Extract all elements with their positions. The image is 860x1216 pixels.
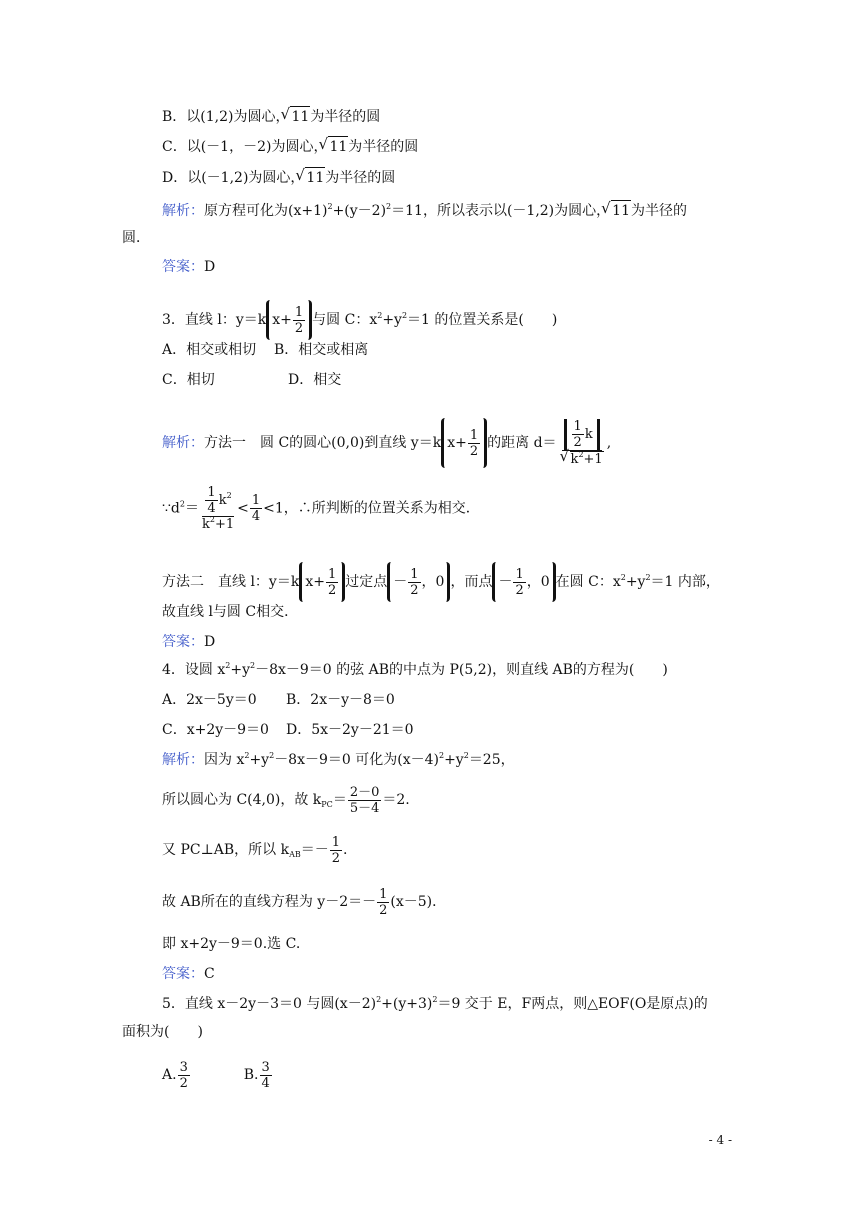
q4-analysis-5: 即 x+2y－9＝0.选 C.: [162, 936, 301, 952]
distance-fraction: $\frac{1}{2}$ k √ $k^2+1$: [558, 419, 606, 467]
slope-fraction: $\frac{1}{2}$: [331, 834, 341, 866]
analysis-text: －8x－9＝0 可化为(x－4): [274, 752, 439, 768]
stem-text: +y: [382, 312, 402, 328]
slope-fraction: $\frac{2-0}{5-4}$: [349, 784, 380, 816]
q3-method1: 解析：方法一 圆 C的圆心(0,0)到直线 y＝k x+ $\frac{1}{2}$ 的距离 d＝ $\frac{1}{2}$ k √ $k^2+1$ ,: [162, 418, 611, 468]
option-b: [162, 106, 380, 127]
answer-label: 答案：: [162, 259, 204, 275]
q5-options: [162, 1050, 273, 1100]
stem-text: 3．直线 l：y＝k: [162, 312, 267, 328]
answer-value: D: [204, 259, 216, 275]
answer-label: 答案：: [162, 634, 204, 650]
option-b-fraction: $\frac{3}{4}$: [261, 1059, 270, 1091]
option-d: D．5x－2y－21＝0: [286, 722, 414, 738]
answer-line: [162, 964, 215, 984]
stem-text: 4．设圆 x: [162, 662, 226, 678]
option-b-suffix: 为半径的圆: [310, 109, 381, 125]
stem-text: ＝1 的位置关系是( ): [407, 312, 558, 328]
sqrt-11: √ 11: [290, 106, 310, 127]
paren-expression: x+ $\frac{1}{2}$: [441, 418, 487, 468]
option-d: D．相交: [288, 372, 342, 388]
answer-label: 答案：: [162, 966, 204, 982]
analysis-text: ＝11，所以表示以(－1,2)为圆心，: [391, 203, 611, 219]
q3-because: $\because d^2=$ $\frac{1}{4}$ $k^2$ $k^2+1$ < $\frac{1}{4}$ <1，∴所判断的位置关系为相交．: [162, 485, 480, 532]
analysis-line: 解析：原方程可化为$(x+1)^2+(y-2)^2=11$，所以表示以(－1,2)为圆心，√ 11为半径的: [162, 200, 687, 221]
analysis-text: 所以圆心为 C(4,0)，故 k: [162, 792, 322, 808]
slope-fraction: $\frac{1}{2}$: [379, 886, 388, 918]
analysis-text: ＝25，: [468, 752, 515, 768]
stem-text: ＝9 交于 E，F两点，则△EOF(O是原点)的: [437, 996, 708, 1012]
d-squared-fraction: $\frac{1}{4}$ $k^2$ $k^2+1$: [201, 485, 235, 532]
option-d-text: D．以(－1,2)为圆心，: [162, 170, 305, 186]
option-b-label: B.: [243, 1067, 259, 1083]
q3-method2-continued: 故直线 l与圆 C相交．: [162, 604, 299, 620]
point-expression: － $\frac{1}{2}$ ，0: [387, 562, 450, 602]
option-c-text: C．以(－1，－2)为圆心，: [162, 139, 328, 155]
analysis-label: 解析：: [162, 752, 204, 768]
method2-text: +y: [625, 574, 646, 590]
answer-line: [162, 632, 215, 652]
q3-options-row1: [162, 340, 368, 360]
option-c: C．相切: [162, 372, 215, 388]
question-5-continued: 面积为( ): [122, 1024, 203, 1040]
because-text: <1，∴所判断的位置关系为相交．: [263, 500, 480, 517]
method2-text: ，而点: [450, 574, 493, 590]
analysis-text: (x－5)．: [390, 894, 447, 910]
q3-method2: 方法二 直线 l：y＝k x+ $\frac{1}{2}$ 过定点 － $\frac{1}{2}$ ，0 ，而点 － $\frac{1}{2}$ ，0 在圆 C：$x^2+y^2=1$ 内部，: [162, 562, 720, 602]
q4-analysis-2: 所以圆心为 C(4,0)，故 $k_{PC}=$ $\frac{2-0}{5-4}$ ＝2.: [162, 784, 410, 816]
stem-text: 与圆 C：x: [312, 312, 378, 328]
sqrt-11: √ 11: [328, 136, 348, 157]
answer-value: D: [204, 634, 216, 650]
sqrt-11: √ 11: [305, 167, 325, 188]
sqrt-11: √ 11: [611, 200, 631, 221]
because-text: ＝: [184, 500, 199, 517]
q4-options-row1: [162, 690, 395, 710]
q4-analysis-3: 又 PC⊥AB，所以 $k_{AB}=-$ $\frac{1}{2}$ .: [162, 834, 348, 866]
analysis-text: 又 PC⊥AB，所以 k: [162, 842, 290, 858]
analysis-text: 原方程可化为(x+1): [204, 203, 328, 219]
stem-text: +y: [230, 662, 250, 678]
option-b-text: B．以(1,2)为圆心，: [162, 109, 290, 125]
analysis-text: 故 AB所在的直线方程为 y－2＝－: [162, 894, 377, 910]
analysis-label: 解析：: [162, 203, 204, 219]
q3-options-row2: [162, 370, 341, 390]
question-3-stem: 3．直线 l：y＝k x+ $\frac{1}{2}$ 与圆 C：$x^2+y^2=1$ 的位置关系是( ): [162, 300, 557, 340]
analysis-continued: 圆．: [122, 230, 150, 246]
point-expression: － $\frac{1}{2}$ ，0: [492, 562, 555, 602]
option-a-label: A.: [162, 1067, 177, 1083]
analysis-text: 因为 x: [204, 752, 245, 768]
answer-line: [162, 257, 215, 277]
option-a: A．2x－5y＝0: [162, 692, 257, 708]
option-c: C．x+2y－9＝0: [162, 722, 269, 738]
method2-text: 过定点: [345, 574, 388, 590]
stem-text: +(y+3): [381, 996, 433, 1012]
paren-expression: x+ $\frac{1}{2}$: [299, 562, 345, 602]
analysis-text: .: [343, 842, 348, 858]
method2-text: ＝1 内部，: [650, 574, 720, 590]
option-c-suffix: 为半径的圆: [348, 139, 419, 155]
paren-expression: x+ $\frac{1}{2}$: [266, 300, 312, 340]
method2-text: 在圆 C：x: [555, 574, 621, 590]
stem-text: －8x－9＝0 的弦 AB的中点为 P(5,2)，则直线 AB的方程为( ): [255, 662, 668, 678]
analysis-text: ＝2.: [382, 792, 410, 808]
option-d-suffix: 为半径的圆: [325, 170, 396, 186]
method1-text: 方法一 圆 C的圆心(0,0)到直线 y＝k: [204, 435, 442, 451]
q4-analysis-4: [162, 882, 446, 922]
method2-text: 方法二 直线 l：y＝k: [162, 574, 300, 590]
because-text: ∵d: [162, 500, 180, 517]
option-c: [162, 136, 418, 157]
analysis-text: +(y－2): [332, 203, 387, 219]
method1-text: 的距离 d＝: [487, 435, 557, 451]
analysis-label: 解析：: [162, 435, 204, 451]
q4-options-row2: [162, 720, 414, 740]
question-4-stem: 4．设圆 $x^2+y^2-8x-9=0$ 的弦 AB的中点为 P(5,2)，则直线 AB的方程为( ): [162, 661, 668, 678]
option-b: B．相交或相离: [273, 342, 369, 358]
analysis-text: +y: [444, 752, 464, 768]
answer-value: C: [204, 966, 215, 982]
q4-analysis-1: 解析：因为 $x^2+y^2-8x-9=0$ 可化为$(x-4)^2+y^2=25$，: [162, 751, 515, 768]
option-a: A．相交或相切: [162, 342, 257, 358]
option-b: B．2x－y－8＝0: [286, 692, 395, 708]
page-number: - 4 -: [708, 1133, 732, 1147]
analysis-text: 为半径的: [630, 203, 687, 219]
option-d: [162, 167, 395, 188]
stem-text: 5．直线 x－2y－3＝0 与圆(x－2): [162, 996, 377, 1012]
option-a-fraction: $\frac{3}{2}$: [179, 1059, 188, 1091]
question-5-stem: 5．直线 x－2y－3＝0 与圆$(x-2)^2+(y+3)^2=9$ 交于 E，F两点，则△EOF(O是原点)的: [162, 995, 708, 1012]
analysis-text: +y: [249, 752, 270, 768]
